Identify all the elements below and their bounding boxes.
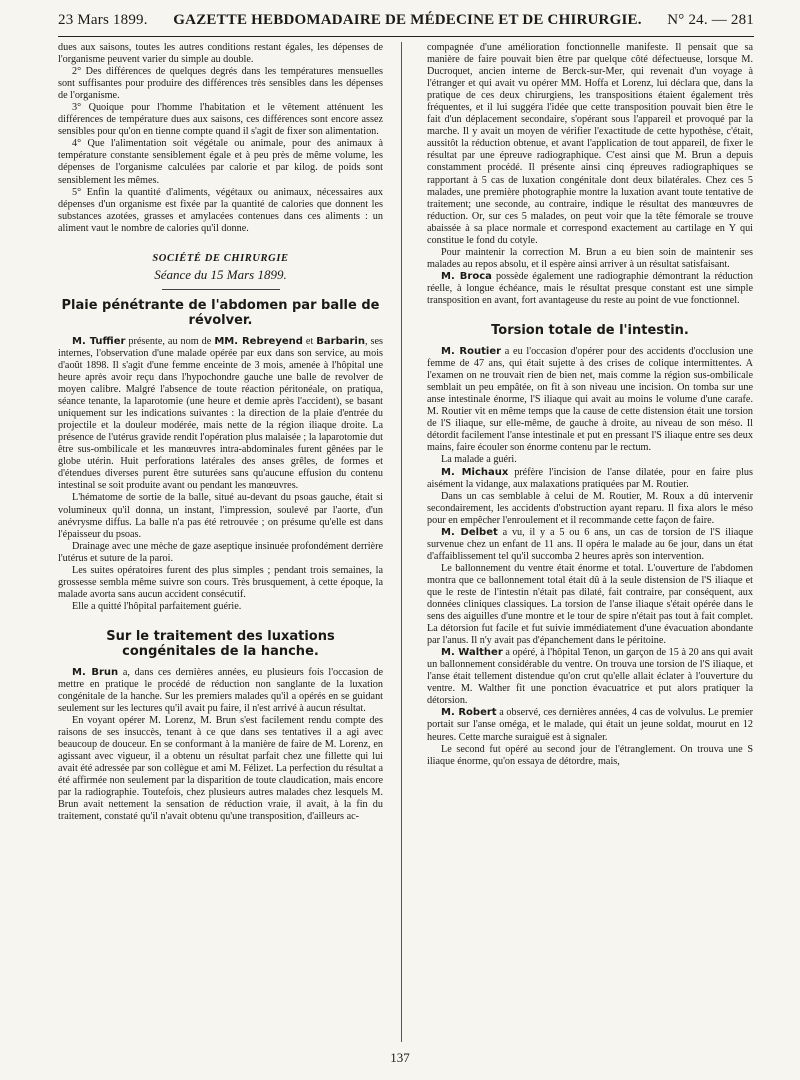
paragraph: L'hématome de sortie de la balle, situé au-devant du psoas gauche, était si volumineux qu'il donna, un instant, l'impression, soulevé par l'aorte, d'un anévrysme diffus. La balle n'a pas été retrouvée ; on présume qu'elle est dans l'épaisseur du psoas. bbox=[58, 492, 383, 540]
text-run: préfère l'incision de l'anse dilatée, pour en faire plus aisément la vidange, aux malaxations pratiquées par M. Routier. bbox=[427, 466, 753, 490]
article-title: Sur le traitement des luxations congénitales de la hanche. bbox=[106, 628, 335, 659]
text-run: présente, au nom de bbox=[125, 335, 215, 347]
text-run: a observé, ces dernières années, 4 cas de volvulus. Le premier portait sur l'anse oméga, et le malade, qui était un jeune soldat, mourut en 12 heures. Cette marche suraiguë est à signaler. bbox=[427, 707, 753, 743]
author-name: M. Robert bbox=[441, 707, 497, 719]
paragraph bbox=[427, 467, 753, 491]
paragraph bbox=[427, 271, 753, 307]
paragraph: compagnée d'une amélioration fonctionnelle manifeste. Il pensait que sa manière de faire pouvait bien être par quelque côté défectueuse, lorsque M. Ducroquet, ancien interne de Berck-sur-Mer, qui revenait d'un voyage à l'étranger et qui avait vu opérer MM. Hoffa et Lorenz, lui déclara que, dans la pratique de ces deux chirurgiens, les transpositions étaient également très fréquentes, et il lui suggéra l'idée que cette transposition pouvait bien être le fait d'un déplacement secondaire, s'opérant sous l'appareil et provoqué par la marche. Il y avait un moyen de vérifier l'exactitude de cette hypothèse, c'était, aussitôt la réduction obtenue, et avant l'application de tout appareil, de fixer le résultat par une épreuve radiographique. C'est ainsi que M. Brun a depuis constamment procédé. Il présente ainsi cinq épreuves radiographiques se rapportant à 5 cas de luxation congénitale dont deux bilatérales. Chez ces 5 malades, une première photographie montre la luxation avant toute tentative de traitement; une seconde, au contraire, indique le résultat des manœuvres de réduction. Or, sur ces 5 malades, on peut voir que la tête fémorale se trouve abaissée à sa place normale et correspond exactement au cartilage en Y qui constitue le fond du cotyle. bbox=[427, 42, 753, 246]
paragraph: Le second fut opéré au second jour de l'étranglement. On trouva une S iliaque énorme, qu'on essaya de détordre, mais, bbox=[427, 743, 753, 767]
right-column bbox=[427, 42, 753, 1042]
paragraph bbox=[427, 346, 753, 454]
paragraph bbox=[427, 707, 753, 743]
text-run: , ses internes, l'observation d'une malade opérée par eux dans son service, au mois d'août 1898. Il s'agit d'une femme enceinte de 3 mois, amenée à l'hôpital une heure après avoir reçu dans l'hypochondre gauche une balle de revolver de moyen calibre. Malgré l'absence de toute réaction péritonéale, on pratiqua, séance tenante, la laparotomie (une heure et demie après l'accident), se basant uniquement sur les indications suivantes : la direction de la plaie d'entrée du projectile et la douleur modérée, mais nette de la région iliaque droite. La présence de l'utérus gravide rendit l'opération plus malaisée ; la laparotomie dut être sus-ombilicale et les manœuvres intra-abdominales furent gênées par le globe utérin. Huit perforations latérales des anses grêles, de formes et d'étendues diverses purent être suturées sans qu'aucune effusion du contenu intestinal se soit produite avant ou pendant les manœuvres. bbox=[58, 335, 383, 492]
author-name: MM. Rebreyend bbox=[214, 335, 303, 347]
paragraph: 4° Que l'alimentation soit végétale ou animale, pour des animaux à température constante sensiblement égale et à peu près de même volume, les dépenses de l'organisme calculées par calorie et par kilog. de poids sont sensiblement les mêmes. bbox=[58, 138, 383, 186]
paragraph bbox=[427, 647, 753, 707]
paragraph: La malade a guéri. bbox=[441, 454, 517, 466]
paragraph: Dans un cas semblable à celui de M. Routier, M. Roux a dû intervenir secondairement, les accidents d'obstruction ayant reparu. Il fixa alors le méso pour en empêcher l'enroulement et il recommande cette façon de faire. bbox=[427, 490, 753, 526]
paragraph: 5° Enfin la quantité d'aliments, végétaux ou animaux, nécessaires aux dépenses d'un organisme est fixée par la quantité de calories que donnent les substances azotées, grasses et amylacées contenues dans ces aliments : un aliment vaut le nombre de calories qu'il donne. bbox=[58, 186, 383, 234]
author-name: M. Delbet bbox=[441, 526, 498, 538]
header-journal-title: GAZETTE HEBDOMADAIRE DE MÉDECINE ET DE CHIRURGIE. bbox=[173, 12, 642, 28]
spacer bbox=[58, 613, 383, 623]
paragraph: Pour maintenir la correction M. Brun a eu bien soin de maintenir ses malades au repos absolu, et il espère ainsi arriver à un résultat satisfaisant. bbox=[427, 246, 753, 270]
paragraph: Elle a quitté l'hôpital parfaitement guérie. bbox=[72, 600, 242, 612]
header-issue-page: N° 24. — 281 bbox=[667, 12, 754, 28]
page-folio: 137 bbox=[390, 1050, 410, 1065]
author-name: M. Tuffier bbox=[72, 335, 126, 347]
paragraph: Les suites opératoires furent des plus simples ; pendant trois semaines, la grossesse sembla même suivre son cours. Très brusquement, à cette époque, la malade avorta sans aucun accident consécutif. bbox=[58, 564, 383, 600]
author-name: M. Walther bbox=[441, 647, 503, 659]
author-name: Barbarin bbox=[316, 335, 365, 347]
article-title: Torsion totale de l'intestin. bbox=[491, 323, 689, 339]
paragraph: 3° Quoique pour l'homme l'habitation et le vêtement atténuent les différences de température dues aux saisons, ces différences sont encore assez sensibles pour qu'on en tienne compte quand il s'agit de fixer son alimentation. bbox=[58, 102, 383, 138]
header-rule bbox=[58, 36, 754, 37]
left-column bbox=[58, 42, 383, 1042]
paragraph: dues aux saisons, toutes les autres conditions restant égales, les dépenses de l'organisme peuvent varier du simple au double. bbox=[58, 42, 383, 66]
author-name: M. Broca bbox=[441, 270, 492, 282]
section-rule bbox=[162, 289, 280, 290]
paragraph bbox=[427, 527, 753, 563]
text-run: et bbox=[302, 335, 317, 347]
author-name: M. Routier bbox=[441, 346, 502, 358]
text-run: a eu l'occasion d'opérer pour des accidents d'occlusion une femme de 47 ans, qui était sujette à des crises de colique intermittentes. A l'examen on ne trouvait rien de bien net, mais comme la région sus-ombilicale semblait un peu empâtée, on fit à son niveau une incision. On tomba sur une anse intestinale énorme, l'S iliaque qui avait au moins le volume d'une carafe. M. Routier vit en même temps que la cause de cette distension était une torsion de l'S iliaque, sur elle-même, de gauche à droite, au niveau de son méso. Il détordit facilement l'anse intestinale et put en pressant l'S iliaque entre ses deux mains, faire écouler son énorme contenu par le rectum. bbox=[427, 346, 753, 454]
text-run: a opéré, à l'hôpital Tenon, un garçon de 15 à 20 ans qui avait un ballonnement considérable du ventre. On trouva une torsion de l'S iliaque, et l'anse était tellement distendue qu'on crut qu'elle allait éclater à l'ouverture du ventre. M. Walther fit une ponction évacuatrice et put alors pratiquer la détorsion. bbox=[427, 647, 753, 707]
paragraph: En voyant opérer M. Lorenz, M. Brun s'est facilement rendu compte des raisons de ses insuccès, tenant à ce que dans ses tentatives il a agi avec beaucoup de douceur. En se conformant à la manière de faire de M. Lorenz, en agissant avec vigueur, il a obtenu un résultat parfait chez une fillette qui lui avait été adressée par son collègue et ami M. Félizet. La perfection du résultat a été affirmée non seulement par la disparition de toute claudication, mais encore par la radiographie. Toutefois, chez plusieurs autres malades chez lesquels M. Brun avait nettement la sensation de réduction vraie, il avait, à la fin du traitement, constaté qu'il n'avait obtenu qu'une transposition, d'ailleurs ac- bbox=[58, 715, 383, 823]
society-heading: SOCIÉTÉ DE CHIRURGIE bbox=[152, 252, 289, 264]
article-title: Plaie pénétrante de l'abdomen par balle de révolver. bbox=[61, 297, 380, 328]
spacer bbox=[427, 307, 753, 317]
header-date: 23 Mars 1899. bbox=[58, 12, 148, 28]
paragraph: Drainage avec une mèche de gaze aseptique insinuée profondément derrière l'utérus et suture de la paroi. bbox=[58, 540, 383, 564]
column-rule bbox=[401, 42, 402, 1042]
running-head bbox=[58, 12, 754, 34]
author-name: M. Michaux bbox=[441, 466, 509, 478]
text-run: possède également une radiographie démontrant la réduction réelle, à longue échéance, mais le résultat presque constant est une simple transposition en avant, fort avantageuse du reste au point de vue fonctionnel. bbox=[427, 270, 753, 306]
author-name: M. Brun bbox=[72, 666, 119, 678]
paragraph: 2° Des différences de quelques degrés dans les températures mensuelles sont suffisantes pour produire des différences très sensibles dans les dépenses de l'organisme. bbox=[58, 66, 383, 102]
paragraph: Le ballonnement du ventre était énorme et total. L'ouverture de l'abdomen montra que ce ballonnement total était dû à la seule distension de l'S iliaque et que le reste de l'intestin n'était pas dilaté, fait contraire, par conséquent, aux données cliniques classiques. La torsion de l'anse iliaque s'était opérée dans le sens des aiguilles d'une montre et le tour de spire n'était pas tout à fait complet. La détorsion fut facile et fut suivie immédiatement d'une évacuation abondante par l'anus. Il n'y avait pas d'épanchement dans le péritoine. bbox=[427, 562, 753, 647]
session-date: Séance du 15 Mars 1899. bbox=[154, 266, 287, 282]
paragraph bbox=[58, 336, 383, 493]
text-run: a, dans ces dernières années, eu plusieurs fois l'occasion de mettre en pratique le procédé de réduction non sanglante de la luxation congénitale de la hanche. Sur les premiers malades qu'il a opérés en se guidant seulement sur les lectures qu'il avait pu faire, il n'est arrivé à aucun résultat. bbox=[58, 666, 383, 715]
text-run: a vu, il y a 5 ou 6 ans, un cas de torsion de l'S iliaque survenue chez un enfant de 11 ans. Il opéra le malade au 6e jour, dans un état d'affaiblissement tel qu'il succomba 2 heures après son intervention. bbox=[427, 526, 753, 562]
paragraph bbox=[58, 667, 383, 715]
